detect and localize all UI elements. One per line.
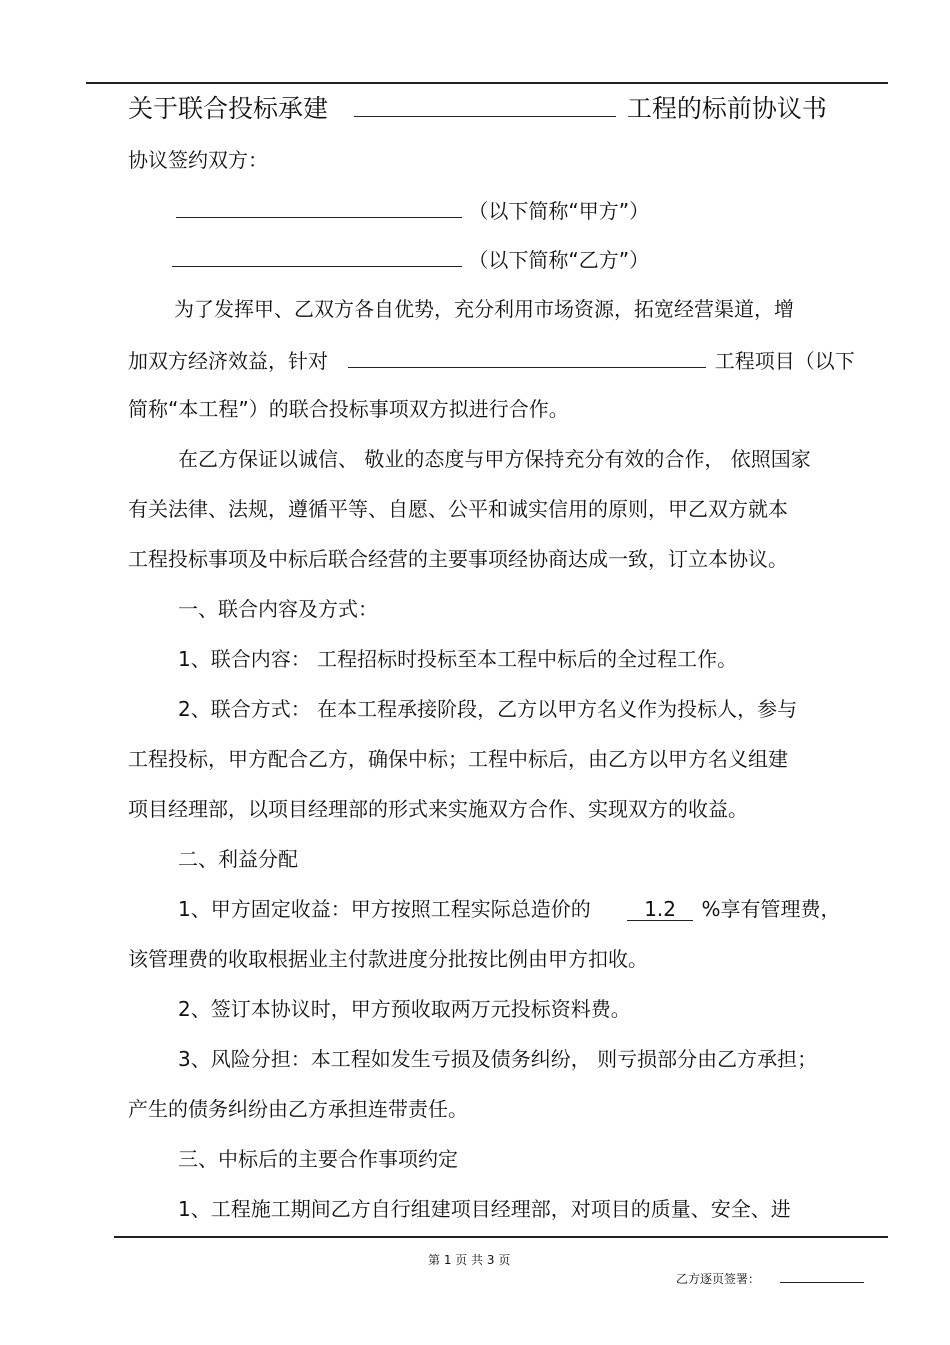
paragraph-line: 在乙方保证以诚信、 敬业的态度与甲方保持充分有效的合作， 依照国家 <box>178 447 811 471</box>
party-b-line <box>172 244 649 274</box>
party-b-blank <box>172 244 462 267</box>
clause-text: %享有管理费， <box>701 897 841 921</box>
section-heading: 一、联合内容及方式： <box>178 597 378 621</box>
page-number: 第 1 页 共 3 页 <box>428 1253 511 1267</box>
signature-label: 乙方逐页签署： <box>676 1272 761 1286</box>
paragraph-line <box>128 345 855 375</box>
party-b-suffix: （以下简称“乙方”） <box>468 248 650 272</box>
clause-line: 3、风险分担：本工程如发生亏损及债务纠纷， 则亏损部分由乙方承担； <box>178 1047 818 1071</box>
section-heading: 三、中标后的主要合作事项约定 <box>178 1147 458 1171</box>
party-a-suffix: （以下简称“甲方”） <box>468 199 650 223</box>
clause-text: 1、甲方固定收益：甲方按照工程实际总造价的 <box>178 897 591 921</box>
document-title <box>128 92 827 126</box>
party-a-blank <box>176 195 462 218</box>
project-name-blank <box>354 94 616 117</box>
clause-line: 工程投标，甲方配合乙方，确保中标；工程中标后，由乙方以甲方名义组建 <box>128 747 788 771</box>
project-blank <box>348 345 706 368</box>
clause-line: 1、联合内容： 工程招标时投标至本工程中标后的全过程工作。 <box>178 647 738 671</box>
paragraph-text: 工程项目（以下 <box>714 349 855 373</box>
bottom-rule <box>114 1236 888 1238</box>
management-fee-rate: 1.2 <box>627 898 693 921</box>
paragraph-line: 有关法律、法规，遵循平等、自愿、公平和诚实信用的原则，甲乙双方就本 <box>128 497 788 521</box>
clause-line: 2、联合方式： 在本工程承接阶段，乙方以甲方名义作为投标人，参与 <box>178 697 798 721</box>
clause-line: 产生的债务纠纷由乙方承担连带责任。 <box>128 1097 468 1121</box>
clause-line: 2、签订本协议时，甲方预收取两万元投标资料费。 <box>178 997 631 1021</box>
clause-line: 1、工程施工期间乙方自行组建项目经理部，对项目的质量、安全、进 <box>178 1197 791 1221</box>
clause-line: 项目经理部，以项目经理部的形式来实施双方合作、实现双方的收益。 <box>128 797 748 821</box>
signature-area <box>676 1270 864 1287</box>
parties-label: 协议签约双方： <box>128 148 268 172</box>
party-a-line <box>176 195 649 225</box>
clause-line: 该管理费的收取根据业主付款进度分批按比例由甲方扣收。 <box>128 947 648 971</box>
title-prefix: 关于联合投标承建 <box>128 94 329 123</box>
paragraph-line: 为了发挥甲、乙双方各自优势，充分利用市场资源，拓宽经营渠道，增 <box>174 297 794 321</box>
section-heading: 二、利益分配 <box>178 847 298 871</box>
top-rule <box>86 82 888 84</box>
paragraph-line: 工程投标事项及中标后联合经营的主要事项经协商达成一致，订立本协议。 <box>128 547 788 571</box>
paragraph-line: 简称“本工程”）的联合投标事项双方拟进行合作。 <box>128 397 569 421</box>
clause-line <box>178 895 840 923</box>
title-suffix: 工程的标前协议书 <box>626 94 827 123</box>
paragraph-text: 加双方经济效益，针对 <box>128 349 328 373</box>
signature-blank <box>780 1270 864 1283</box>
